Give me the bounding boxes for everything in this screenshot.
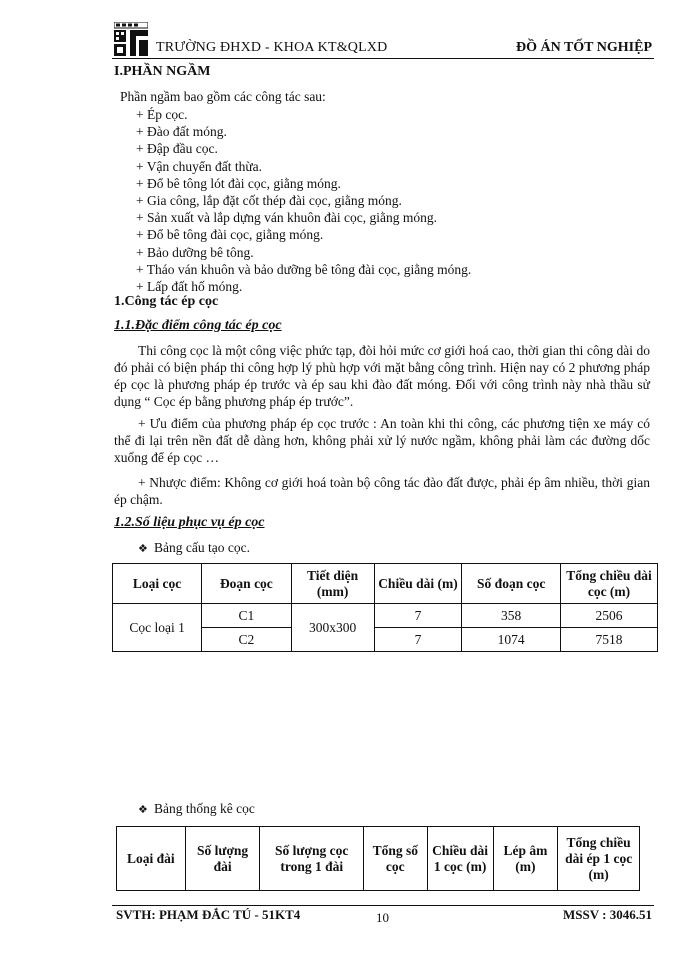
paragraph-disadvantages: + Nhược điểm: Không cơ giới hoá toàn bộ công tác đào đất được, phải ép âm nhiều, thời gian ép chậm.	[114, 475, 650, 507]
list-item: + Đổ bê tông lót đài cọc, giằng móng.	[136, 175, 341, 191]
list-item: + Gia công, lắp đặt cốt thép đài cọc, giằng móng.	[136, 192, 402, 208]
table-header-cell: Số lượng đài	[185, 827, 260, 891]
footer-student-name: SVTH: PHẠM ĐẮC TÚ - 51KT4	[116, 907, 301, 922]
table-header-cell: Chiều dài 1 cọc (m)	[427, 827, 493, 891]
pile-structure-table	[112, 563, 658, 652]
table-row	[113, 604, 658, 628]
list-item: + Đập đầu cọc.	[136, 141, 218, 157]
header-divider	[112, 58, 654, 59]
table-header-cell: Loại cọc	[113, 564, 202, 604]
table-header-row	[113, 564, 658, 604]
subsection-title-characteristics: 1.1.Đặc điểm công tác ép cọc	[114, 318, 282, 333]
length-cell: 7	[374, 604, 462, 628]
list-item: + Đào đất móng.	[136, 124, 227, 140]
footer-divider	[112, 905, 654, 906]
header-document-type: ĐỒ ÁN TỐT NGHIỆP	[515, 40, 652, 55]
table-header-cell: Chiều dài (m)	[374, 564, 462, 604]
table2-caption	[138, 801, 255, 817]
table-header-cell: Loại đài	[117, 827, 186, 891]
table-header-cell: Tiết diện (mm)	[291, 564, 374, 604]
pile-type-cell: Cọc loại 1	[113, 604, 202, 652]
section-title-underground: I.PHẦN NGẦM	[114, 64, 211, 79]
table1-caption	[138, 540, 250, 556]
table-header-cell: Số lượng cọc trong 1 đài	[260, 827, 363, 891]
work-items-list	[136, 106, 471, 295]
paragraph-intro: Thi công cọc là một công việc phức tạp, đòi hỏi mức cơ giới hoá cao, thời gian thi công dài do đó phải có biện pháp thi công hợp lý phù hợp với mặt bằng công trình. Hiện nay có 2 phương pháp ép cọc là phương pháp ép trước và ép sau khi đào đất móng. Đối với công trình này nhà thầu sử dụng “ Cọc ép bằng phương pháp ép trước”.	[114, 343, 650, 409]
table-header-cell: Đoạn cọc	[202, 564, 291, 604]
diamond-bullet-icon: ❖	[138, 803, 148, 816]
count-cell: 358	[462, 604, 561, 628]
table2-caption-text: Bảng thống kê cọc	[154, 801, 255, 816]
table-header-cell: Số đoạn cọc	[462, 564, 561, 604]
paragraph-advantages: + Ưu điểm của phương pháp ép cọc trước : An toàn khi thi công, các phương tiện xe máy có thể đi lại trên nền đất dễ dàng hơn, không phải xử lý nước ngầm, không phải làm các đường dốc xuống để ép cọc …	[114, 416, 650, 465]
segment-cell: C1	[202, 604, 291, 628]
diamond-bullet-icon: ❖	[138, 542, 148, 555]
list-item: + Bảo dưỡng bê tông.	[136, 244, 254, 260]
total-cell: 2506	[561, 604, 658, 628]
table-header-cell: Tổng chiều dài ép 1 cọc (m)	[558, 827, 640, 891]
table-header-row	[117, 827, 640, 891]
segment-cell: C2	[202, 628, 291, 652]
table-header-cell: Lép âm (m)	[493, 827, 558, 891]
list-item: + Tháo ván khuôn và bảo dưỡng bê tông đài cọc, giằng móng.	[136, 261, 472, 277]
table-header-cell: Tổng chiều dài cọc (m)	[561, 564, 658, 604]
length-cell: 7	[374, 628, 462, 652]
footer-student-id: MSSV : 3046.51	[563, 907, 652, 922]
list-item: + Ép cọc.	[136, 107, 188, 122]
section-size-cell: 300x300	[291, 604, 374, 652]
list-item: + Sản xuất và lắp dựng ván khuôn đài cọc, giằng móng.	[136, 210, 437, 226]
total-cell: 7518	[561, 628, 658, 652]
subsection-title-data: 1.2.Số liệu phục vụ ép cọc	[114, 515, 265, 530]
page-number: 10	[376, 910, 389, 925]
table1-caption-text: Bảng cấu tạo cọc.	[154, 540, 250, 555]
pile-statistics-table	[116, 826, 640, 891]
list-item: + Đổ bê tông đài cọc, giằng móng.	[136, 227, 324, 243]
list-item: + Lấp đất hố móng.	[136, 278, 243, 294]
section-title-pile-pressing: 1.Công tác ép cọc	[114, 294, 219, 309]
university-logo-icon	[114, 22, 148, 56]
list-item: + Vận chuyển đất thừa.	[136, 158, 263, 174]
count-cell: 1074	[462, 628, 561, 652]
header-school-name: TRƯỜNG ĐHXD - KHOA KT&QLXD	[156, 40, 388, 55]
section-intro: Phần ngầm bao gồm các công tác sau:	[120, 89, 326, 104]
table-header-cell: Tổng số cọc	[363, 827, 427, 891]
